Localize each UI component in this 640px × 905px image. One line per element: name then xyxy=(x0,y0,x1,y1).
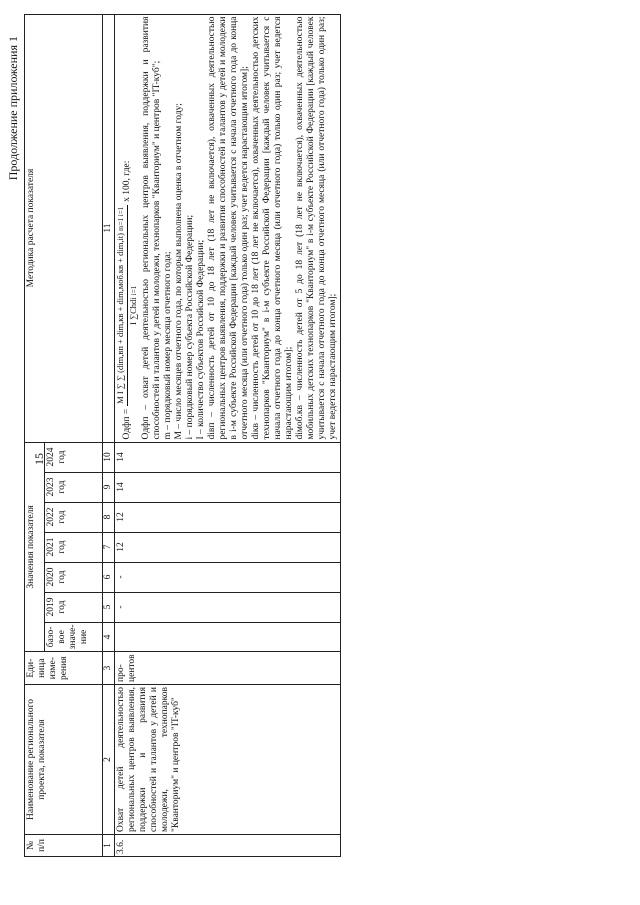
row-num: 3.6. xyxy=(115,835,341,857)
method-paragraph: diвп – численность детей от 10 до 18 лет (18 лет не включается), охваченных деятельностью региональных центров выявления, поддержки и развития способностей и талантов у детей и молодежи в i-м субъекте Российской Федерации [каждый человек учитывается с начала отчетного года до конца отчетного месяца (или отчетного года) только один раз; учет ведется нарастающим итогом]; xyxy=(206,16,250,440)
col-number: 6 xyxy=(103,562,115,592)
method-paragraph: diкв – численность детей от 10 до 18 лет (18 лет не включается), охваченных деятельностью детских технопарков "Кванториум" в i-м субъекте Российской Федерации [каждый человек учитывается с начала отчетного года до конца отчетного месяца (или отчетного года) только один раз; учет ведется нарастающим итогом]; xyxy=(250,16,294,440)
method-paragraph: M – число месяцев отчетного года, по которым выполнена оценка в отчетном году; xyxy=(173,103,184,440)
page-number: 15 xyxy=(32,453,46,465)
method-paragraph: Oдфп – охват детей деятельностью региональных центров выявления, поддержки и развития способностей и талантов у детей и молодежи, технопарков "Кванториум" и центров "IT-куб"; xyxy=(140,16,162,440)
col-number: 5 xyxy=(103,592,115,622)
header-year-2021: 2021 год xyxy=(45,532,103,562)
method-paragraph: I – количество субъектов Российской Федерации; xyxy=(195,239,206,440)
col-number: 10 xyxy=(103,442,115,472)
header-method: Методика расчета показателя xyxy=(25,14,103,442)
row-method xyxy=(115,14,341,442)
col-number: 9 xyxy=(103,472,115,502)
row-value-2019: - xyxy=(115,592,341,622)
formula xyxy=(116,17,139,440)
header-unit: Еди-ница изме-рения xyxy=(25,652,103,685)
table-row xyxy=(115,14,341,856)
col-number: 8 xyxy=(103,502,115,532)
header-name: Наименование регионального проекта, показателя xyxy=(25,685,103,835)
col-number: 4 xyxy=(103,622,115,652)
header-year-2020: 2020 год xyxy=(45,562,103,592)
indicator-table xyxy=(24,14,341,857)
row-value-2022: 12 xyxy=(115,502,341,532)
method-paragraph: m – порядковый номер месяца отчетного года; xyxy=(162,251,173,440)
method-paragraph: i – порядковый номер субъекта Российской Федерации; xyxy=(184,214,195,440)
row-value-2021: 12 xyxy=(115,532,341,562)
header-num: № п/п xyxy=(25,835,103,857)
formula-lhs: Oдфп = xyxy=(121,408,132,440)
row-value-2024: 14 xyxy=(115,442,341,472)
col-number: 3 xyxy=(103,652,115,685)
header-base: базо-вое значе-ние xyxy=(45,622,103,652)
header-year-2019: 2019 год xyxy=(45,592,103,622)
row-name: Охват детей деятельностью региональных центров выявления, поддержки и развития способностей и талантов у детей и молодежи, технопарков "Кванториум" и центров "IT-куб" xyxy=(115,685,341,835)
formula-fraction xyxy=(116,205,139,406)
col-number: 1 xyxy=(103,835,115,857)
col-number: 11 xyxy=(103,14,115,442)
formula-denominator: I ∑Chdi i=1 xyxy=(127,285,138,325)
header-year-2024: 2024 год xyxy=(45,442,103,472)
row-value-2020: - xyxy=(115,562,341,592)
formula-numerator: M I ∑ ∑ (dim,вп + dim,кв + dim,моб.кв + dim,it) m=1 i=1 xyxy=(116,205,128,406)
col-number: 7 xyxy=(103,532,115,562)
header-year-2023: 2023 год xyxy=(45,472,103,502)
column-number-row xyxy=(103,14,115,856)
col-number: 2 xyxy=(103,685,115,835)
method-paragraph: diмоб.кв – численность детей от 5 до 18 лет (18 лет не включается), охваченных деятельностью мобильных детских технопарков "Кванториум" в i-м субъекте Российской Федерации [каждый человек учитывается с начала отчетного года до конца отчетного месяца (или отчетного года) только один раз; учет ведется нарастающим итогом]; xyxy=(294,16,338,440)
formula-tail: x 100, где: xyxy=(121,160,132,202)
header-values-group: Значения показателя xyxy=(25,442,45,652)
row-unit: про-центов xyxy=(115,652,341,685)
continuation-label: Продолжение приложения 1 xyxy=(6,36,20,181)
header-year-2022: 2022 год xyxy=(45,502,103,532)
row-value-2023: 14 xyxy=(115,472,341,502)
row-base xyxy=(115,622,341,652)
